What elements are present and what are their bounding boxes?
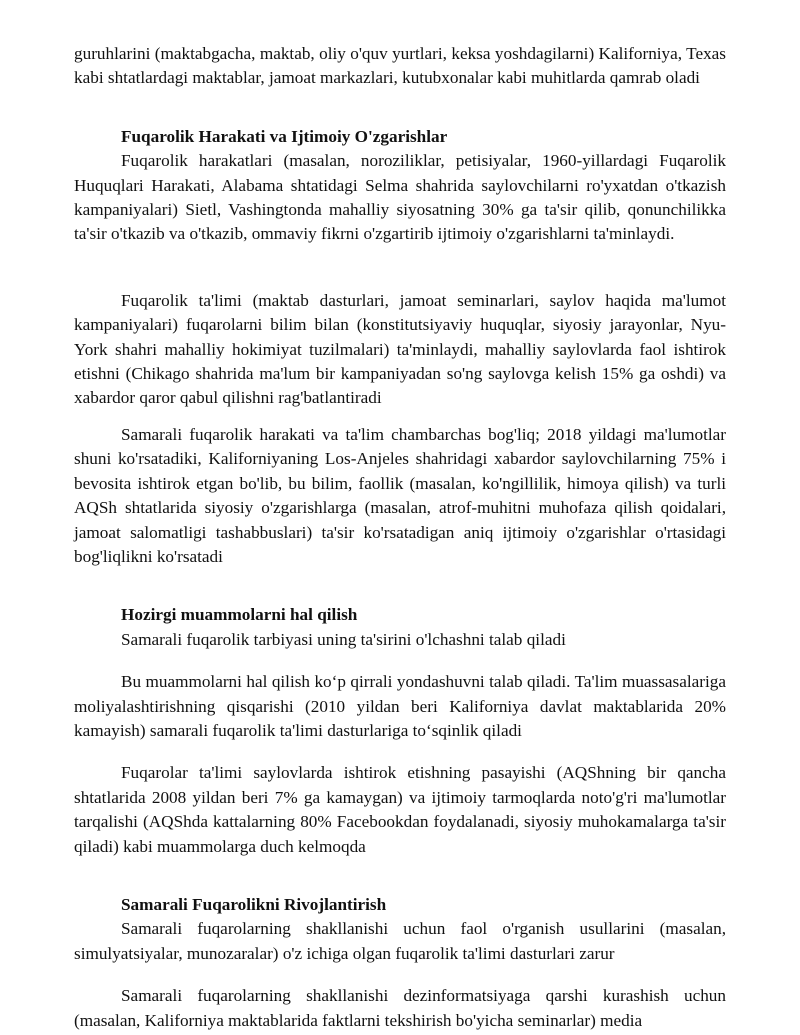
paragraph-civic-education: Fuqarolik ta'limi (maktab dasturlari, jamoat seminarlari, saylov haqida ma'lumot kampaniyalari) fuqarolarni bilim bilan (konstitutsiyaviy huquqlar, siyosiy jarayonlar, Nyu-York shahri mahalliy hokimiyat tuzilmalari) ta'minlaydi, mahalliy saylovlarda faol ishtirok etishni (Chikago shahrida ma'lum bir kampaniyadan so'ng saylovga kelish 15% ga oshdi) va xabardor qaror qabul qilishni rag'batlantiradi: [74, 290, 726, 408]
heading-civic-action: Fuqarolik Harakati va Ijtimoiy O'zgarishlar: [121, 126, 448, 146]
paragraph-action-and-education: Samarali fuqarolik harakati va ta'lim chambarchas bog'liq; 2018 yildagi ma'lumotlar shuni ko'rsatadiki, Kaliforniyaning Los-Anjeles shahridagi xabardor saylovchilarning 75% i bevosita ishtirok etgan bo'lib, bu bilim, faollik (masalan, ko'ngillilik, himoya qilish) va turli AQSh shtatlarida siyosiy o'zgarishlarga (masalan, atrof-muhitni muhofaza qilish qoidalari, jamoat salomatligi tashabbuslari) ta'sir ko'rsatadigan aniq ijtimoiy o'zgarishlar o'rtasidagi bog'liqlikni ko'rsatadi: [74, 424, 726, 566]
paragraph-funding-cuts: Bu muammolarni hal qilish ko‘p qirrali yondashuvni talab qiladi. Ta'lim muassasalariga moliyalashtirishning qisqarishi (2010 yildan beri Kaliforniya davlat maktablarida 20% kamayish) samarali fuqarolik ta'limi dasturlariga to‘sqinlik qiladi: [74, 672, 726, 740]
paragraph-measuring-impact: Samarali fuqarolik tarbiyasi uning ta'sirini o'lchashni talab qiladi: [121, 629, 566, 649]
document-page: [74, 42, 726, 1033]
paragraph-active-learning: Samarali fuqarolarning shakllanishi uchun faol o'rganish usullarini (masalan, simulyatsiyalar, munozaralar) o'z ichiga olgan fuqarolik ta'limi dasturlari zarur: [74, 919, 726, 963]
paragraph-continuation: guruhlarini (maktabgacha, maktab, oliy o'quv yurtlari, keksa yoshdagilarni) Kaliforniya, Texas kabi shtatlardagi maktablar, jamoat markazlari, kutubxonalar kabi muhitlarda qamrab oladi: [74, 44, 726, 88]
paragraph-civic-movements: Fuqarolik harakatlari (masalan, noroziliklar, petisiyalar, 1960-yillardagi Fuqarolik Huquqlari Harakati, Alabama shtatidagi Selma shahrida saylovchilarni ro'yxatdan o'tkazish kampaniyalari) Sietl, Vashingtonda mahalliy siyosatning 30% ga ta'sir qilib, qonunchilikka ta'sir o'tkazib va o'tkazib, ommaviy fikrni o'zgartirib ijtimoiy o'zgarishlarni ta'minlaydi.: [74, 151, 726, 244]
paragraph-voter-decline: Fuqarolar ta'limi saylovlarda ishtirok etishning pasayishi (AQShning bir qancha shtatlarida 2008 yildan beri 7% ga kamaygan) va ijtimoiy tarmoqlarda noto'g'ri ma'lumotlar tarqalishi (AQShda kattalarning 80% Facebookdan foydalanadi, siyosiy muhokamalarga ta'sir qiladi) kabi muammolarga duch kelmoqda: [74, 763, 726, 856]
heading-current-problems: Hozirgi muammolarni hal qilish: [121, 605, 358, 625]
heading-effective-citizenship: Samarali Fuqarolikni Rivojlantirish: [121, 894, 387, 914]
paragraph-disinformation: Samarali fuqarolarning shakllanishi dezinformatsiyaga qarshi kurashish uchun (masalan, Kaliforniya maktablarida faktlarni tekshirish bo'yicha seminarlar) media: [74, 986, 726, 1030]
